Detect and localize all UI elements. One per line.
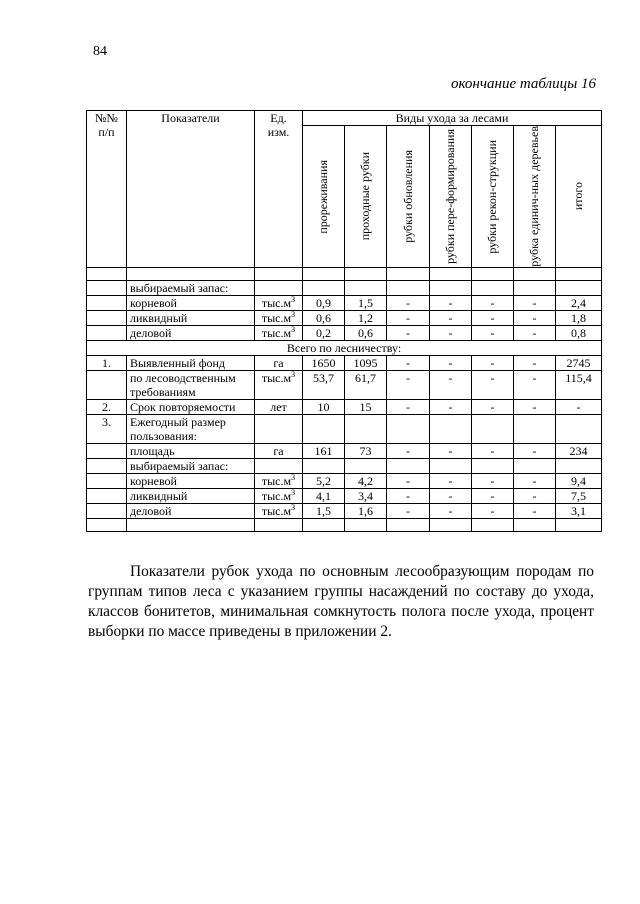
row-value: - [514,325,556,340]
row-value: 1,5 [345,295,387,310]
table-row [87,370,602,399]
row-value [556,414,602,443]
row-value: 234 [556,443,602,458]
header-col-reforming: рубки пере-формирования [430,126,472,268]
row-value: 15 [345,399,387,414]
row-number: 3. [87,414,127,443]
spacer-row [87,518,602,531]
row-unit: га [255,355,303,370]
data-table [86,110,602,532]
body-paragraph: Показатели рубок ухода по основным лесообразующим породам по группам типов леса с указанием группы насаждений по составу до ухода, классов бонитетов, минимальная сомкнутость полога после ухода, процент выборки по массе приведены в приложении 2. [88,563,594,641]
row-value: - [430,370,472,399]
header-col-single-trees: рубка единич-ных деревьев [514,126,556,268]
row-label: площадь [127,443,255,458]
row-value: 115,4 [556,370,602,399]
row-unit: лет [255,399,303,414]
row-value: 2,4 [556,295,602,310]
row-value: - [472,443,514,458]
row-label: ликвидный [127,310,255,325]
row-label: выбираемый запас: [127,280,255,295]
row-value: 1,5 [303,503,345,518]
row-unit: $тыс.м^3$ [255,310,303,325]
row-number [87,295,127,310]
row-label: по лесоводственным требованиям [127,370,255,399]
row-label: Срок повторяемости [127,399,255,414]
row-value [303,458,345,473]
row-value [387,280,430,295]
header-col-passage: проходные рубки [345,126,387,268]
row-value: - [387,370,430,399]
row-value: - [472,325,514,340]
row-label: деловой [127,503,255,518]
row-label: корневой [127,473,255,488]
row-value: - [430,488,472,503]
row-value: 0,6 [345,325,387,340]
row-value: 73 [345,443,387,458]
row-value: 61,7 [345,370,387,399]
row-value: - [430,473,472,488]
row-value: 0,9 [303,295,345,310]
row-number [87,370,127,399]
row-unit: га [255,443,303,458]
row-value: - [472,370,514,399]
row-value: 53,7 [303,370,345,399]
header-col-total: итого [556,126,602,268]
row-number [87,488,127,503]
row-value: 161 [303,443,345,458]
row-unit [255,414,303,443]
row-value: - [430,325,472,340]
row-value: - [387,503,430,518]
table-row [87,414,602,443]
row-value: - [514,443,556,458]
row-unit [255,280,303,295]
row-value: 2745 [556,355,602,370]
row-value: 5,2 [303,473,345,488]
row-value: 1,2 [345,310,387,325]
row-value [556,280,602,295]
row-label: ликвидный [127,488,255,503]
row-value: 1,6 [345,503,387,518]
row-value [345,280,387,295]
table-row [87,488,602,503]
table-row [87,325,602,340]
row-value: - [514,355,556,370]
row-value: - [430,443,472,458]
row-value [387,414,430,443]
row-value: - [387,399,430,414]
row-value: 3,4 [345,488,387,503]
row-value [430,458,472,473]
row-value: - [514,370,556,399]
row-value: - [387,443,430,458]
row-number [87,280,127,295]
row-label: корневой [127,295,255,310]
row-number [87,443,127,458]
row-value [514,414,556,443]
row-value: - [387,355,430,370]
table-row [87,355,602,370]
row-unit: $тыс.м^3$ [255,295,303,310]
header-group: Виды ухода за лесами [303,111,602,126]
row-value [556,458,602,473]
row-label: Ежегодный размер пользования: [127,414,255,443]
row-value: 9,4 [556,473,602,488]
row-value: - [514,503,556,518]
row-value [345,458,387,473]
row-number [87,325,127,340]
header-col-renewal: рубки обновления [387,126,430,268]
row-value [514,280,556,295]
row-value: - [430,399,472,414]
row-number: 1. [87,355,127,370]
row-number [87,458,127,473]
table-row [87,473,602,488]
row-value [472,280,514,295]
row-value: - [514,295,556,310]
row-value [472,458,514,473]
row-value: - [387,325,430,340]
row-value: - [514,488,556,503]
row-unit: $тыс.м^3$ [255,473,303,488]
row-value: - [514,310,556,325]
table-row [87,295,602,310]
row-value: - [430,295,472,310]
row-value: 1,8 [556,310,602,325]
row-value: - [472,473,514,488]
row-value: - [514,473,556,488]
row-unit: $тыс.м^3$ [255,488,303,503]
row-value: - [472,310,514,325]
row-value: 7,5 [556,488,602,503]
row-number [87,503,127,518]
row-value: 3,1 [556,503,602,518]
row-value: - [387,488,430,503]
table-row [87,280,602,295]
row-value: - [472,295,514,310]
row-label: деловой [127,325,255,340]
row-value: 0,8 [556,325,602,340]
row-value: - [514,399,556,414]
header-col-reconstruction: рубки рекон-струкции [472,126,514,268]
row-value [514,458,556,473]
row-value [472,414,514,443]
row-label: выбираемый запас: [127,458,255,473]
header-col-thinning: прореживания [303,126,345,268]
row-unit [255,458,303,473]
row-number [87,310,127,325]
row-value: 1095 [345,355,387,370]
row-value [303,280,345,295]
row-value: 4,2 [345,473,387,488]
table-row [87,458,602,473]
row-value: - [430,503,472,518]
row-unit: $тыс.м^3$ [255,503,303,518]
row-value: - [472,355,514,370]
header-unit: Ед. изм. [255,111,303,268]
row-value [345,414,387,443]
row-unit: $тыс.м^3$ [255,325,303,340]
row-value: - [387,473,430,488]
row-value: 4,1 [303,488,345,503]
header-indicators: Показатели [127,111,255,268]
table-row [87,503,602,518]
header-num: №№ п/п [87,111,127,268]
row-value: - [430,310,472,325]
row-value [303,414,345,443]
row-value: 10 [303,399,345,414]
row-value: 0,6 [303,310,345,325]
row-unit: $тыс.м^3$ [255,370,303,399]
row-value: - [472,399,514,414]
row-value: - [472,503,514,518]
row-value [387,458,430,473]
row-value: 1650 [303,355,345,370]
row-label: Выявленный фонд [127,355,255,370]
row-value: - [387,310,430,325]
row-value [430,414,472,443]
row-value [430,280,472,295]
spacer-row [87,267,602,280]
section-title: Всего по лесничеству: [87,340,602,355]
row-number: 2. [87,399,127,414]
page-number: 84 [93,44,107,59]
table-row [87,399,602,414]
row-number [87,473,127,488]
table-caption: окончание таблицы 16 [450,76,596,92]
row-value: - [556,399,602,414]
row-value: - [430,355,472,370]
row-value: 0,2 [303,325,345,340]
table-row [87,443,602,458]
row-value: - [387,295,430,310]
row-value: - [472,488,514,503]
table-row [87,310,602,325]
